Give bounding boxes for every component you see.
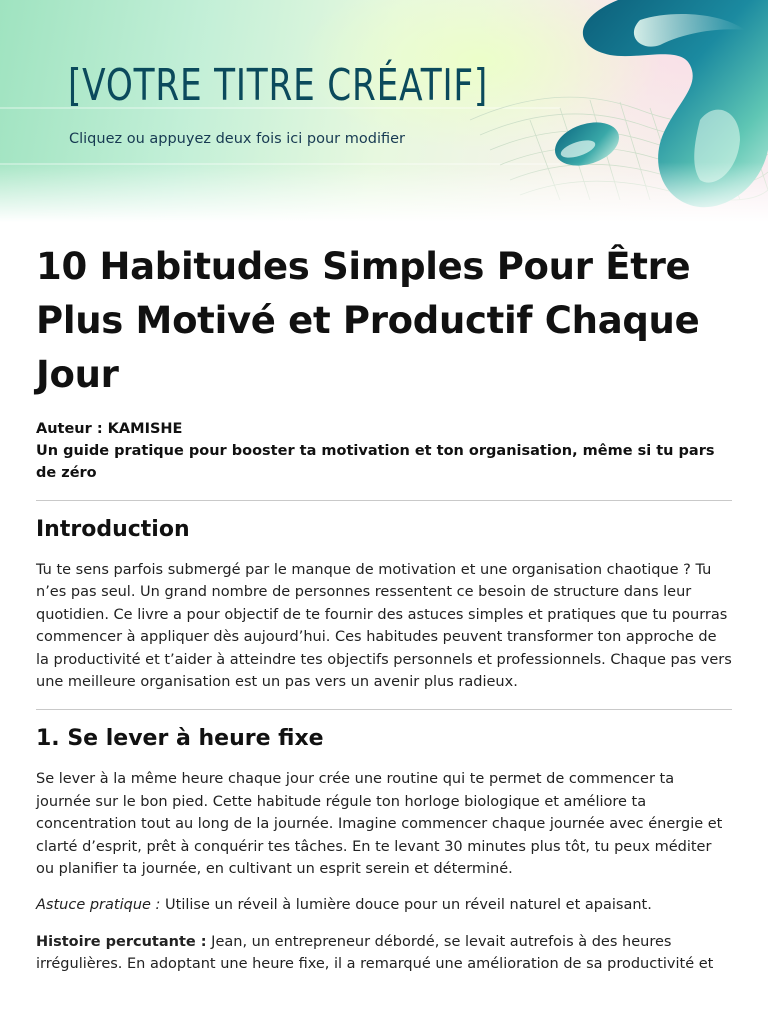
story-label: Histoire percutante : <box>36 933 207 950</box>
section-divider <box>36 500 732 501</box>
section-introduction <box>36 515 732 693</box>
section-heading: 1. Se lever à heure fixe <box>36 726 324 752</box>
section-divider <box>36 709 732 710</box>
document-title: 10 Habitudes Simples Pour Être Plus Motivé et Productif Chaque Jour <box>36 245 700 396</box>
header-banner <box>0 0 768 222</box>
tip-text: Utilise un réveil à lumière douce pour un réveil naturel et apaisant. <box>160 897 652 914</box>
section-paragraph: Tu te sens parfois submergé par le manque de motivation et une organisation chaotique ? Tu n’es pas seul. Un grand nombre de personnes ressentent ce besoin de structure dans leur quotidien. Ce livre a pour objectif de te fournir des astuces simples et pratiques que tu pourras commencer à appliquer dès aujourd’hui. Ces habitudes peuvent transformer ton approche de la productivité et t’aider à atteindre tes objectifs personnels et professionnels. Chaque pas vers une meilleure organisation est un pas vers un avenir plus radieux. <box>36 562 732 691</box>
tip-label: Astuce pratique : <box>36 897 161 914</box>
banner-subtitle[interactable]: Cliquez ou appuyez deux fois ici pour modifier <box>69 131 405 147</box>
section-paragraph: Se lever à la même heure chaque jour crée une routine qui te permet de commencer ta journée sur le bon pied. Cette habitude régule ton horloge biologique et améliore ta concentration tout au long de la journée. Imagine commencer chaque journée avec énergie et clarté d’esprit, prêt à conquérir tes tâches. En te levant 30 minutes plus tôt, tu peux méditer ou planifier ta journée, en cultivant un esprit serein et déterminé. <box>36 771 723 878</box>
practical-tip <box>36 894 732 916</box>
section-habit-1 <box>36 724 732 975</box>
author-line: Auteur : KAMISHE <box>36 421 183 437</box>
document-body <box>36 240 732 976</box>
banner-title[interactable]: [VOTRE TITRE CRÉATIF] <box>68 60 489 111</box>
impact-story <box>36 931 732 976</box>
story-text: Jean, un entrepreneur débordé, se levait autrefois à des heures irrégulières. En adoptant une heure fixe, il a remarqué une amélioration de sa productivité et <box>36 933 714 973</box>
section-heading: Introduction <box>36 517 190 542</box>
document-meta <box>36 418 732 484</box>
abstract-blob-illustration <box>0 0 768 222</box>
tagline: Un guide pratique pour booster ta motivation et ton organisation, même si tu pars de zéro <box>36 443 715 481</box>
